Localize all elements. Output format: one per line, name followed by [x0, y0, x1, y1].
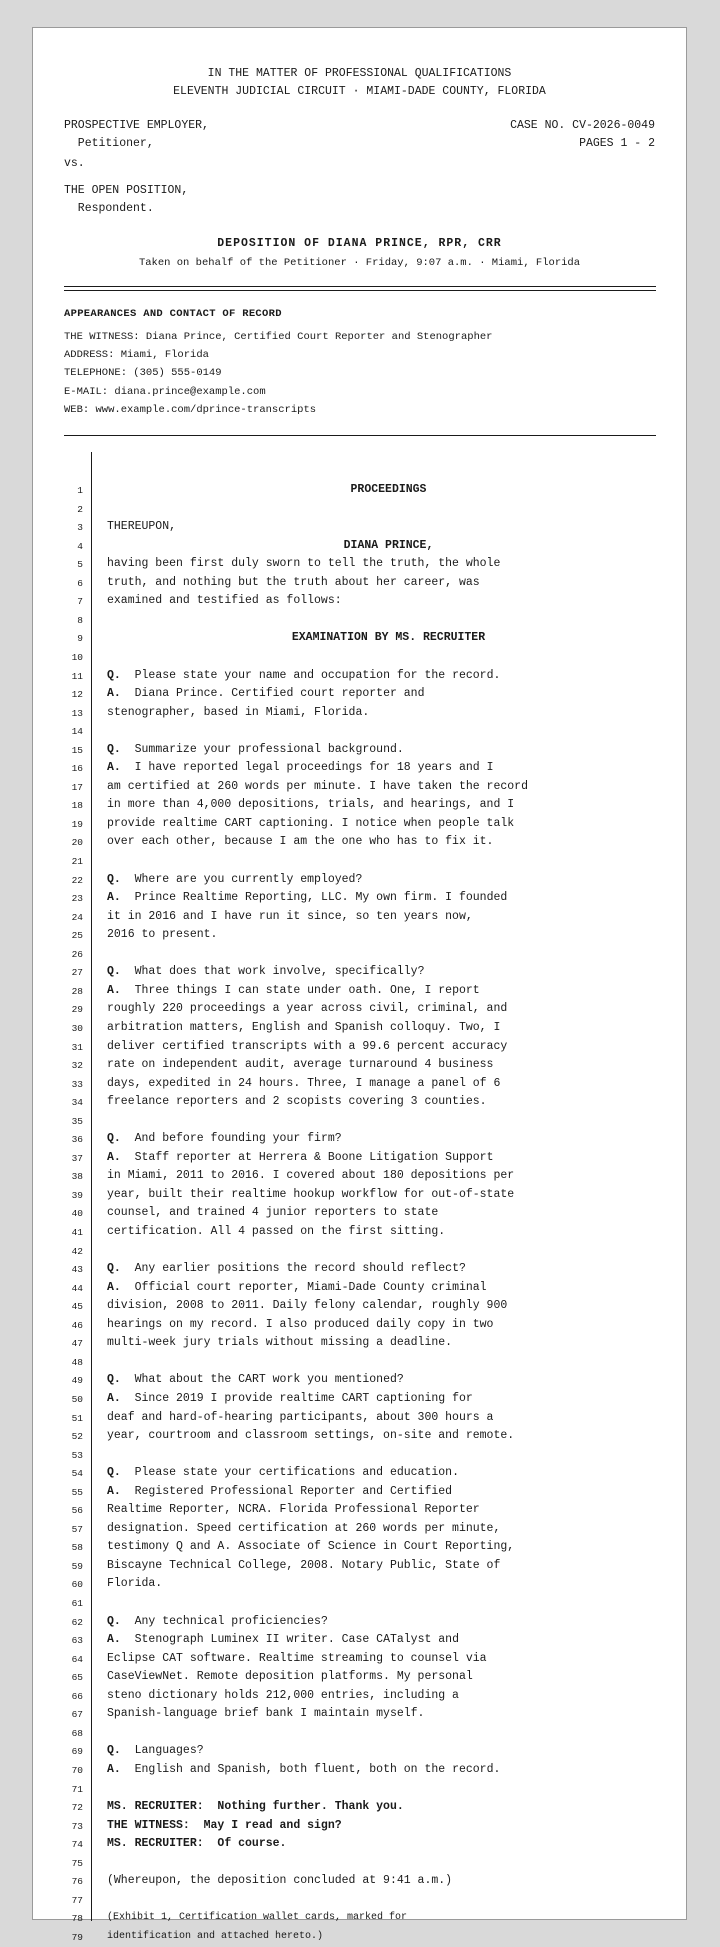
transcript-line: [33, 1057, 686, 1076]
transcript-line: [33, 1113, 686, 1132]
line-text: PROCEEDINGS: [350, 483, 427, 496]
appearances-heading: APPEARANCES AND CONTACT OF RECORD: [64, 308, 282, 320]
transcript-line: [33, 519, 686, 538]
line-number: 61: [71, 1598, 83, 1609]
line-number: 57: [71, 1523, 83, 1535]
line-text: it in 2016 and I have run it since, so ten years now,: [107, 909, 473, 923]
answer-marker: A.: [107, 1633, 121, 1647]
testimony-text: Staff reporter at Herrera & Boone Litigation Support: [134, 1150, 494, 1164]
transcript-line: [33, 742, 686, 761]
line-number: 75: [71, 1857, 83, 1869]
transcript-line: [33, 1521, 686, 1540]
transcript-line: [33, 1465, 686, 1484]
line-text: EXAMINATION BY MS. RECRUITER: [291, 631, 486, 645]
line-number: 2: [77, 503, 83, 515]
line-text: CaseViewNet. Remote deposition platforms. My personal: [107, 1670, 473, 1684]
line-text: Florida.: [107, 1577, 163, 1591]
line-number: 70: [71, 1764, 83, 1776]
question-marker: Q.: [107, 872, 121, 886]
line-number: 69: [71, 1746, 83, 1758]
line-text: steno dictionary holds 212,000 entries, including a: [107, 1688, 459, 1702]
line-text: [107, 965, 646, 978]
appearance-web: WEB: www.example.com/dprince-transcripts: [64, 404, 317, 416]
transcript-line: [33, 890, 686, 909]
answer-marker: A.: [107, 761, 121, 775]
transcript-line: [33, 853, 686, 872]
transcript-line: [33, 872, 686, 891]
transcript-line: [33, 1539, 686, 1558]
line-number: 38: [71, 1171, 83, 1183]
transcript-line: [33, 686, 686, 705]
transcript-line: [33, 538, 686, 557]
transcript-line: [33, 630, 686, 649]
testimony-text: And before founding your firm?: [134, 1132, 342, 1146]
transcript-line: [33, 1428, 686, 1447]
line-number: 46: [71, 1319, 83, 1331]
testimony-text: Please state your name and occupation for the record.: [134, 668, 501, 682]
line-text: arbitration matters, English and Spanish colloquy. Two, I: [107, 1020, 501, 1034]
line-number: 68: [71, 1727, 83, 1739]
line-number: 51: [71, 1412, 83, 1424]
line-text: [107, 1744, 646, 1757]
line-number: 30: [71, 1022, 83, 1034]
line-number: 14: [71, 726, 83, 738]
line-text: DIANA PRINCE,: [343, 538, 434, 552]
line-number: 72: [71, 1802, 83, 1814]
transcript-line: [33, 1391, 686, 1410]
transcript-line: [33, 1076, 686, 1095]
line-text: [107, 669, 646, 682]
question-marker: Q.: [107, 1373, 121, 1387]
line-number: 42: [71, 1245, 83, 1257]
line-number: 29: [71, 1004, 83, 1016]
case-number: CASE NO. CV-2026-0049: [510, 119, 655, 132]
transcript-line: [33, 1558, 686, 1577]
transcript-line: [33, 482, 686, 501]
line-number: 8: [77, 614, 83, 626]
line-number: 67: [71, 1709, 83, 1721]
transcript-line: [33, 501, 686, 520]
transcript-line: [33, 556, 686, 575]
answer-marker: A.: [107, 1391, 121, 1405]
case-caption-line-1: IN THE MATTER OF PROFESSIONAL QUALIFICATIONS: [207, 67, 512, 80]
testimony-text: Summarize your professional background.: [134, 742, 404, 756]
line-text: hearings on my record. I also produced daily copy in two: [107, 1317, 494, 1331]
line-text: examined and testified as follows:: [107, 594, 342, 608]
testimony-text: Official court reporter, Miami-Dade County criminal: [134, 1280, 487, 1294]
line-number: 32: [71, 1060, 83, 1072]
line-text: provide realtime CART captioning. I notice when people talk: [107, 816, 515, 830]
line-number: 65: [71, 1672, 83, 1684]
testimony-text: Where are you currently employed?: [134, 872, 363, 886]
line-number: 1: [77, 485, 83, 496]
line-number: 52: [71, 1431, 83, 1443]
line-text: rate on independent audit, average turnaround 4 business: [107, 1058, 494, 1072]
line-number: 19: [71, 818, 83, 830]
testimony-text: I have reported legal proceedings for 18 years and I: [134, 761, 494, 775]
question-marker: Q.: [107, 1132, 121, 1146]
line-number: 28: [71, 985, 83, 997]
line-number: 10: [71, 651, 83, 663]
section-divider: [64, 435, 656, 436]
transcript-line: [33, 1799, 686, 1818]
line-number: 44: [71, 1282, 83, 1294]
appearance-witness: THE WITNESS: Diana Prince, Certified Court Reporter and Stenographer: [64, 331, 493, 343]
testimony-text: Stenograph Luminex II writer. Case CATalyst and: [134, 1633, 459, 1647]
transcript-line: [33, 1873, 686, 1892]
line-text: [107, 1633, 646, 1646]
transcript-line: [33, 1335, 686, 1354]
petitioner-role: Petitioner,: [64, 137, 154, 150]
line-number: 49: [71, 1375, 83, 1387]
testimony-text: Please state your certifications and education.: [134, 1466, 459, 1480]
line-number: 64: [71, 1653, 83, 1665]
line-number: 53: [71, 1449, 83, 1461]
appearance-telephone: TELEPHONE: (305) 555-0149: [64, 367, 222, 379]
line-text: deliver certified transcripts with a 99.6 percent accuracy: [107, 1039, 508, 1053]
line-text: THE WITNESS: May I read and sign?: [107, 1818, 342, 1832]
line-text: [107, 984, 646, 997]
testimony-text: English and Spanish, both fluent, both on the record.: [134, 1762, 501, 1776]
transcript-line: [33, 1762, 686, 1781]
transcript-line: [33, 1001, 686, 1020]
line-number: 74: [71, 1839, 83, 1851]
transcript-line: [33, 964, 686, 983]
line-text: THEREUPON,: [107, 520, 177, 534]
transcript-line: [33, 1372, 686, 1391]
line-text: [107, 1485, 646, 1498]
transcript-line: [33, 1576, 686, 1595]
line-text: am certified at 260 words per minute. I have taken the record: [107, 779, 528, 793]
answer-marker: A.: [107, 983, 121, 997]
transcript-line: [33, 1447, 686, 1466]
transcript-line: [33, 1020, 686, 1039]
transcript-page: [32, 27, 687, 1943]
transcript-line: [33, 723, 686, 742]
question-marker: Q.: [107, 668, 121, 682]
transcript-line: [33, 1205, 686, 1224]
transcript-line: [33, 612, 686, 631]
line-text: freelance reporters and 2 scopists covering 3 counties.: [107, 1095, 487, 1109]
line-number: 50: [71, 1393, 83, 1405]
transcript-line: [33, 1910, 686, 1929]
transcript-line: [33, 1669, 686, 1688]
line-text: 2016 to present.: [107, 928, 218, 942]
line-number: 22: [71, 874, 83, 886]
line-number: 7: [77, 596, 83, 608]
line-number: 54: [71, 1468, 83, 1480]
line-text: Realtime Reporter, NCRA. Florida Professional Reporter: [107, 1503, 480, 1517]
line-text: testimony Q and A. Associate of Science in Court Reporting,: [107, 1540, 515, 1554]
testimony-text: Languages?: [134, 1744, 204, 1758]
line-text: [107, 891, 646, 904]
petitioner-name: PROSPECTIVE EMPLOYER,: [64, 119, 209, 132]
line-number: 73: [71, 1820, 83, 1832]
line-number: 34: [71, 1097, 83, 1109]
page-range: PAGES 1 - 2: [579, 137, 655, 150]
line-number: 35: [71, 1115, 83, 1127]
transcript-line: [33, 1929, 686, 1947]
line-number: 43: [71, 1264, 83, 1276]
line-number: 11: [71, 670, 83, 682]
transcript-line: [33, 593, 686, 612]
line-text: [107, 873, 646, 886]
transcript-line: [33, 816, 686, 835]
transcript-line: [33, 1039, 686, 1058]
testimony-text: Any technical proficiencies?: [134, 1614, 328, 1628]
transcript-line: [33, 1595, 686, 1614]
line-text: [107, 1151, 646, 1164]
line-number: 59: [71, 1560, 83, 1572]
line-number: 66: [71, 1690, 83, 1702]
line-number: 16: [71, 763, 83, 775]
respondent-name: THE OPEN POSITION,: [64, 184, 189, 197]
transcript-line: [33, 1651, 686, 1670]
line-text: days, expedited in 24 hours. Three, I manage a panel of 6: [107, 1076, 501, 1090]
transcript-line: [33, 1150, 686, 1169]
transcript-line: [33, 575, 686, 594]
line-text: [107, 687, 646, 700]
testimony-text: Diana Prince. Certified court reporter and: [134, 687, 425, 701]
line-number: 20: [71, 837, 83, 849]
line-text: (Exhibit 1, Certification wallet cards, marked for: [107, 1912, 408, 1924]
line-number: 18: [71, 800, 83, 812]
line-number: 17: [71, 781, 83, 793]
line-number: 4: [77, 540, 83, 552]
versus-label: vs.: [64, 157, 85, 170]
line-number: 60: [71, 1579, 83, 1591]
line-number: 13: [71, 707, 83, 719]
line-text: Eclipse CAT software. Realtime streaming to counsel via: [107, 1651, 487, 1665]
transcript-line: [33, 946, 686, 965]
answer-marker: A.: [107, 687, 121, 701]
line-text: [107, 761, 646, 774]
line-number: 5: [77, 559, 83, 571]
transcript-line: [33, 1261, 686, 1280]
line-number: 56: [71, 1505, 83, 1517]
transcript-line: [33, 1298, 686, 1317]
transcript-line: [33, 1818, 686, 1837]
transcript-line: [33, 1725, 686, 1744]
transcript-line: [33, 1317, 686, 1336]
line-number: 33: [71, 1078, 83, 1090]
line-text: Biscayne Technical College, 2008. Notary Public, State of: [107, 1558, 501, 1572]
testimony-text: Any earlier positions the record should reflect?: [134, 1262, 466, 1276]
line-number: 48: [71, 1356, 83, 1368]
transcript-line: [33, 1131, 686, 1150]
double-divider: [64, 286, 656, 291]
transcript-line: [33, 1743, 686, 1762]
transcript-line: [33, 705, 686, 724]
line-text: [107, 1615, 646, 1628]
line-number: 58: [71, 1542, 83, 1554]
transcript-line: [33, 1224, 686, 1243]
line-number: 23: [71, 893, 83, 905]
testimony-text: Since 2019 I provide realtime CART captioning for: [134, 1391, 473, 1405]
line-number: 55: [71, 1486, 83, 1498]
line-number: 12: [71, 689, 83, 701]
answer-marker: A.: [107, 1150, 121, 1164]
question-marker: Q.: [107, 742, 121, 756]
line-number: 26: [71, 948, 83, 960]
transcript-line: [33, 927, 686, 946]
transcript-line: [33, 1502, 686, 1521]
line-text: roughly 220 proceedings a year across civil, criminal, and: [107, 1002, 508, 1016]
transcript-line: [33, 983, 686, 1002]
line-text: counsel, and trained 4 junior reporters to state: [107, 1206, 439, 1220]
transcript-line: [33, 1614, 686, 1633]
line-number: 62: [71, 1616, 83, 1628]
line-text: in Miami, 2011 to 2016. I covered about 180 depositions per: [107, 1169, 515, 1183]
transcript-line: [33, 1892, 686, 1911]
question-marker: Q.: [107, 1466, 121, 1480]
line-text: [107, 1132, 646, 1145]
transcript-line: [33, 1484, 686, 1503]
transcript-line: [33, 1855, 686, 1874]
transcript-line: [33, 1094, 686, 1113]
transcript-line: [33, 1168, 686, 1187]
line-text: over each other, because I am the one who has to fix it.: [107, 835, 494, 849]
question-marker: Q.: [107, 965, 121, 979]
line-text: [107, 1763, 646, 1776]
transcript-line: [33, 760, 686, 779]
line-number: 71: [71, 1783, 83, 1795]
line-number: 77: [71, 1894, 83, 1906]
line-number: 6: [77, 577, 83, 589]
line-text: [107, 743, 646, 756]
transcript-line: [33, 909, 686, 928]
line-text: identification and attached hereto.): [107, 1930, 324, 1942]
line-number: 21: [71, 856, 83, 867]
question-marker: Q.: [107, 1744, 121, 1758]
case-caption-line-2: ELEVENTH JUDICIAL CIRCUIT · MIAMI-DADE COUNTY, FLORIDA: [173, 85, 546, 98]
transcript-line: [33, 834, 686, 853]
transcript-line: [33, 779, 686, 798]
line-number: 9: [77, 633, 83, 645]
line-number: 36: [71, 1134, 83, 1146]
line-text: [107, 1262, 646, 1275]
transcript-line: [33, 1354, 686, 1373]
line-number: 41: [71, 1227, 83, 1238]
line-number: 47: [71, 1338, 83, 1350]
transcript-line: [33, 1632, 686, 1651]
line-number: 63: [71, 1635, 83, 1647]
line-text: deaf and hard-of-hearing participants, about 300 hours a: [107, 1410, 494, 1424]
line-number: 3: [77, 522, 83, 534]
line-text: [107, 1392, 646, 1405]
transcript-line: [33, 1187, 686, 1206]
line-text: designation. Speed certification at 260 words per minute,: [107, 1521, 501, 1535]
transcript-line: [33, 1688, 686, 1707]
transcript-line: [33, 797, 686, 816]
line-text: [107, 1466, 646, 1479]
line-number: 37: [71, 1152, 83, 1164]
line-number: 25: [71, 930, 83, 942]
line-text: (Whereupon, the deposition concluded at 9:41 a.m.): [107, 1874, 453, 1888]
respondent-role: Respondent.: [64, 202, 154, 215]
testimony-text: Three things I can state under oath. One, I report: [134, 983, 480, 997]
testimony-text: Registered Professional Reporter and Certified: [134, 1484, 453, 1498]
line-number: 39: [71, 1189, 83, 1201]
line-number: 24: [71, 911, 83, 923]
line-text: MS. RECRUITER: Of course.: [107, 1837, 287, 1851]
appearance-address: ADDRESS: Miami, Florida: [64, 349, 209, 361]
line-text: certification. All 4 passed on the first sitting.: [107, 1225, 446, 1238]
transcript-line: [33, 1243, 686, 1262]
transcript-line: [33, 1781, 686, 1800]
transcript-line: [33, 1706, 686, 1725]
transcript-line: [33, 1280, 686, 1299]
testimony-text: What about the CART work you mentioned?: [134, 1373, 404, 1387]
line-text: in more than 4,000 depositions, trials, and hearings, and I: [107, 798, 515, 812]
line-number: 78: [71, 1913, 83, 1925]
line-number: 31: [71, 1041, 83, 1053]
line-text: [107, 1281, 646, 1294]
line-text: MS. RECRUITER: Nothing further. Thank you.: [107, 1800, 404, 1814]
line-text: truth, and nothing but the truth about her career, was: [107, 575, 480, 589]
deposition-title: DEPOSITION OF DIANA PRINCE, RPR, CRR: [217, 237, 502, 250]
testimony-text: What does that work involve, specifically?: [134, 965, 425, 979]
deposition-subtitle: Taken on behalf of the Petitioner · Friday, 9:07 a.m. · Miami, Florida: [138, 257, 581, 269]
line-number: 45: [71, 1301, 83, 1313]
line-text: division, 2008 to 2011. Daily felony calendar, roughly 900: [107, 1299, 508, 1313]
line-text: multi-week jury trials without missing a deadline.: [107, 1336, 453, 1350]
question-marker: Q.: [107, 1262, 121, 1276]
line-number: 40: [71, 1208, 83, 1220]
line-text: [107, 1373, 646, 1386]
line-number: 15: [71, 744, 83, 756]
line-text: having been first duly sworn to tell the truth, the whole: [107, 557, 501, 571]
line-text: Spanish-language brief bank I maintain myself.: [107, 1707, 425, 1721]
answer-marker: A.: [107, 1280, 121, 1294]
answer-marker: A.: [107, 891, 121, 905]
line-number: 27: [71, 967, 83, 979]
answer-marker: A.: [107, 1762, 121, 1776]
question-marker: Q.: [107, 1614, 121, 1628]
testimony-text: Prince Realtime Reporting, LLC. My own firm. I founded: [134, 891, 508, 905]
answer-marker: A.: [107, 1484, 121, 1498]
transcript-line: [33, 668, 686, 687]
line-number: 76: [71, 1876, 83, 1888]
line-text: stenographer, based in Miami, Florida.: [107, 705, 370, 719]
line-text: year, built their realtime hookup workflow for out-of-state: [107, 1187, 515, 1201]
transcript-line: [33, 1836, 686, 1855]
line-number: 79: [71, 1931, 83, 1943]
transcript-line: [33, 649, 686, 668]
line-text: year, courtroom and classroom settings, on-site and remote.: [107, 1429, 515, 1443]
transcript-line: [33, 1410, 686, 1429]
appearance-email: E-MAIL: diana.prince@example.com: [64, 386, 266, 398]
